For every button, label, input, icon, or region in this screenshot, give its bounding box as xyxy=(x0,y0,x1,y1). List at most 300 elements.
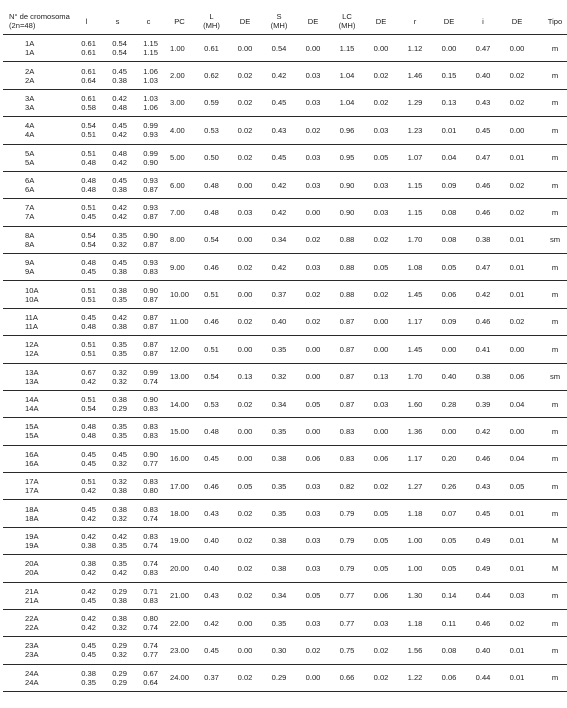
cell-chromosome: 24A xyxy=(25,668,39,678)
pair-de-2: 0.00 xyxy=(305,344,321,354)
pair-i: 0.47 xyxy=(475,262,491,272)
pair-de-1: 0.02 xyxy=(237,591,253,601)
pair-tipo: sm xyxy=(549,235,561,245)
pair-LC: 0.79 xyxy=(339,563,355,573)
pair-pc: 19.00 xyxy=(170,536,190,546)
pair-de-5: 0.02 xyxy=(509,317,525,327)
pair-i: 0.45 xyxy=(475,509,491,519)
cell-chromosome: 11A xyxy=(25,312,38,322)
cell-c: 0.77 xyxy=(143,650,158,660)
pair-r: 1.08 xyxy=(407,262,423,272)
cell-c: 0.80 xyxy=(143,486,158,496)
pair-de-4: 0.05 xyxy=(441,536,457,546)
cell-chromosome: 14A xyxy=(25,395,39,405)
pair-L: 0.40 xyxy=(204,563,219,573)
cell-chromosome: 23A xyxy=(25,641,39,651)
pair-L: 0.46 xyxy=(204,262,219,272)
pair-de-1: 0.00 xyxy=(237,426,253,436)
pair-de-2: 0.03 xyxy=(305,509,321,519)
pair-r: 1.30 xyxy=(407,591,423,601)
table-row xyxy=(3,226,567,240)
header-de-4: DE xyxy=(432,8,466,35)
pair-L: 0.53 xyxy=(204,125,219,135)
cell-s: 0.38 xyxy=(112,267,127,277)
pair-de-2: 0.03 xyxy=(305,180,321,190)
pair-S: 0.35 xyxy=(271,618,287,628)
pair-LC: 0.79 xyxy=(339,509,355,519)
cell-s: 0.42 xyxy=(112,568,127,578)
pair-de-4: 0.05 xyxy=(441,262,457,272)
pair-de-5: 0.01 xyxy=(509,509,525,519)
pair-S: 0.29 xyxy=(271,673,287,683)
pair-de-3: 0.02 xyxy=(373,290,389,300)
cell-c: 0.83 xyxy=(143,595,158,605)
pair-tipo: m xyxy=(551,98,559,108)
cell-s: 0.38 xyxy=(112,486,127,496)
pair-de-2: 0.02 xyxy=(305,125,321,135)
pair-tipo: m xyxy=(551,454,559,464)
pair-S: 0.43 xyxy=(271,125,287,135)
pair-i: 0.46 xyxy=(475,180,491,190)
pair-de-3: 0.02 xyxy=(373,481,389,491)
cell-l: 0.51 xyxy=(81,294,96,304)
cell-s: 0.38 xyxy=(112,185,127,195)
pair-pc: 22.00 xyxy=(170,618,190,628)
pair-de-4: 0.08 xyxy=(441,207,457,217)
pair-pc: 18.00 xyxy=(170,509,190,519)
pair-L: 0.43 xyxy=(204,591,219,601)
pair-de-2: 0.03 xyxy=(305,262,321,272)
cell-l: 0.45 xyxy=(81,595,96,605)
pair-de-4: 0.01 xyxy=(441,125,457,135)
pair-i: 0.42 xyxy=(475,290,491,300)
pair-r: 1.22 xyxy=(407,673,423,683)
pair-pc: 11.00 xyxy=(170,317,189,327)
pair-S: 0.38 xyxy=(271,563,287,573)
pair-r: 1.15 xyxy=(407,180,423,190)
pair-tipo: m xyxy=(551,71,559,81)
cell-l: 0.38 xyxy=(81,668,96,678)
pair-de-4: 0.15 xyxy=(441,71,457,81)
pair-LC: 0.88 xyxy=(339,290,355,300)
table-row xyxy=(3,363,567,377)
cell-c: 0.74 xyxy=(143,641,158,651)
pair-tipo: m xyxy=(551,426,559,436)
pair-r: 1.00 xyxy=(407,563,423,573)
header-S-mh-line1: S xyxy=(276,12,282,21)
cell-c: 0.87 xyxy=(143,340,158,350)
cell-l: 0.45 xyxy=(81,312,96,322)
pair-L: 0.48 xyxy=(204,426,219,436)
cell-s: 0.32 xyxy=(112,513,127,523)
pair-tipo: m xyxy=(551,317,559,327)
cell-chromosome: 4A xyxy=(25,130,35,140)
cell-chromosome: 16A xyxy=(25,449,39,459)
header-LC-mh xyxy=(330,8,364,35)
cell-l: 0.61 xyxy=(81,66,96,76)
cell-l: 0.48 xyxy=(81,422,96,432)
pair-pc: 5.00 xyxy=(170,153,185,163)
cell-l: 0.51 xyxy=(81,349,96,359)
pair-de-1: 0.00 xyxy=(237,180,253,190)
cell-c: 0.93 xyxy=(143,130,158,140)
header-S-mh xyxy=(262,8,296,35)
pair-pc: 6.00 xyxy=(170,180,185,190)
cell-l: 0.42 xyxy=(81,614,96,624)
pair-pc: 21.00 xyxy=(170,591,190,601)
pair-i: 0.42 xyxy=(475,426,491,436)
table-row xyxy=(3,473,567,487)
cell-s: 0.29 xyxy=(112,641,127,651)
cell-chromosome: 10A xyxy=(25,285,39,295)
pair-tipo: M xyxy=(551,536,559,546)
pair-de-2: 0.03 xyxy=(305,536,321,546)
pair-pc: 1.00 xyxy=(170,43,185,53)
pair-de-4: 0.08 xyxy=(441,645,457,655)
pair-de-5: 0.01 xyxy=(509,673,525,683)
pair-S: 0.34 xyxy=(271,235,287,245)
cell-c: 0.87 xyxy=(143,349,158,359)
pair-i: 0.38 xyxy=(475,235,491,245)
pair-de-3: 0.02 xyxy=(373,71,389,81)
pair-L: 0.53 xyxy=(204,399,219,409)
pair-de-3: 0.13 xyxy=(373,372,389,382)
cell-l: 0.64 xyxy=(81,75,96,85)
header-chromosome-line1: N° de cromosoma xyxy=(9,12,70,21)
cell-chromosome: 5A xyxy=(25,157,35,167)
pair-de-1: 0.02 xyxy=(237,262,253,272)
pair-L: 0.43 xyxy=(204,509,219,519)
header-L-mh xyxy=(195,8,228,35)
cell-chromosome: 1A xyxy=(25,48,35,58)
pair-L: 0.46 xyxy=(204,317,219,327)
cell-c: 0.67 xyxy=(143,668,158,678)
cell-chromosome: 9A xyxy=(25,258,35,268)
pair-de-2: 0.03 xyxy=(305,98,321,108)
table-row xyxy=(3,117,567,131)
table-row xyxy=(3,609,567,623)
cell-l: 0.61 xyxy=(81,39,96,49)
cell-c: 0.99 xyxy=(143,121,158,131)
cell-l: 0.45 xyxy=(81,650,96,660)
pair-de-4: 0.07 xyxy=(441,509,457,519)
pair-de-1: 0.02 xyxy=(237,509,253,519)
table-row xyxy=(3,527,567,541)
cell-c: 0.87 xyxy=(143,294,158,304)
cell-s: 0.54 xyxy=(112,39,127,49)
pair-pc: 14.00 xyxy=(170,399,190,409)
pair-L: 0.51 xyxy=(204,344,219,354)
cell-s: 0.32 xyxy=(112,477,127,487)
pair-LC: 1.15 xyxy=(339,43,355,53)
cell-s: 0.38 xyxy=(112,75,127,85)
table-row xyxy=(3,336,567,350)
pair-de-2: 0.00 xyxy=(305,372,321,382)
cell-chromosome: 21A xyxy=(25,586,39,596)
pair-r: 1.56 xyxy=(407,645,423,655)
pair-S: 0.34 xyxy=(271,591,287,601)
pair-pc: 2.00 xyxy=(170,71,185,81)
pair-de-3: 0.03 xyxy=(373,125,389,135)
pair-pc: 20.00 xyxy=(170,563,190,573)
pair-S: 0.42 xyxy=(271,262,287,272)
pair-de-3: 0.05 xyxy=(373,563,389,573)
cell-c: 0.83 xyxy=(143,531,158,541)
cell-s: 0.42 xyxy=(112,157,127,167)
pair-de-4: 0.20 xyxy=(441,454,457,464)
pair-de-3: 0.02 xyxy=(373,673,389,683)
pair-S: 0.38 xyxy=(271,536,287,546)
cell-l: 0.45 xyxy=(81,641,96,651)
cell-s: 0.45 xyxy=(112,176,127,186)
cell-chromosome: 5A xyxy=(25,148,35,158)
cell-c: 0.64 xyxy=(143,677,158,687)
cell-s: 0.45 xyxy=(112,449,127,459)
pair-i: 0.43 xyxy=(475,98,491,108)
pair-de-4: 0.04 xyxy=(441,153,457,163)
table-body xyxy=(3,35,567,692)
pair-r: 1.12 xyxy=(407,43,423,53)
cell-l: 0.51 xyxy=(81,285,96,295)
cell-s: 0.38 xyxy=(112,595,127,605)
pair-LC: 0.88 xyxy=(339,235,355,245)
cell-l: 0.51 xyxy=(81,477,96,487)
cell-c: 0.90 xyxy=(143,157,158,167)
cell-s: 0.38 xyxy=(112,614,127,624)
cell-chromosome: 6A xyxy=(25,176,35,186)
cell-chromosome: 19A xyxy=(25,540,39,550)
pair-de-1: 0.02 xyxy=(237,153,253,163)
cell-chromosome: 11A xyxy=(25,321,38,331)
cell-chromosome: 12A xyxy=(25,340,39,350)
pair-tipo: sm xyxy=(549,372,561,382)
pair-tipo: m xyxy=(551,509,559,519)
cell-chromosome: 13A xyxy=(25,376,39,386)
pair-i: 0.38 xyxy=(475,372,491,382)
table-row xyxy=(3,445,567,459)
cell-l: 0.48 xyxy=(81,176,96,186)
pair-tipo: m xyxy=(551,207,559,217)
pair-tipo: m xyxy=(551,645,559,655)
cell-l: 0.48 xyxy=(81,185,96,195)
pair-pc: 10.00 xyxy=(170,290,190,300)
pair-de-1: 0.02 xyxy=(237,317,253,327)
pair-LC: 0.87 xyxy=(339,399,355,409)
cell-l: 0.45 xyxy=(81,449,96,459)
pair-L: 0.51 xyxy=(204,290,219,300)
cell-l: 0.54 xyxy=(81,404,96,414)
pair-L: 0.45 xyxy=(204,454,219,464)
pair-de-2: 0.02 xyxy=(305,235,321,245)
pair-i: 0.46 xyxy=(475,454,491,464)
header-chromosome-line2: (2n=48) xyxy=(9,21,36,30)
pair-de-1: 0.00 xyxy=(237,344,253,354)
pair-de-1: 0.00 xyxy=(237,43,253,53)
cell-c: 0.83 xyxy=(143,431,158,441)
pair-de-2: 0.00 xyxy=(305,673,321,683)
pair-de-5: 0.00 xyxy=(509,344,525,354)
pair-tipo: m xyxy=(551,481,559,491)
cell-chromosome: 14A xyxy=(25,404,39,414)
cell-s: 0.54 xyxy=(112,48,127,58)
pair-i: 0.49 xyxy=(475,563,491,573)
pair-de-4: 0.06 xyxy=(441,673,457,683)
karyotype-table xyxy=(3,8,567,692)
cell-c: 0.74 xyxy=(143,540,158,550)
pair-tipo: m xyxy=(551,153,559,163)
pair-de-3: 0.02 xyxy=(373,98,389,108)
pair-de-1: 0.02 xyxy=(237,125,253,135)
pair-de-1: 0.00 xyxy=(237,618,253,628)
pair-de-3: 0.03 xyxy=(373,399,389,409)
cell-chromosome: 18A xyxy=(25,504,39,514)
cell-c: 0.93 xyxy=(143,258,158,268)
pair-r: 1.36 xyxy=(407,426,423,436)
pair-de-2: 0.03 xyxy=(305,153,321,163)
pair-de-3: 0.00 xyxy=(373,426,389,436)
pair-de-4: 0.11 xyxy=(441,618,457,628)
pair-L: 0.48 xyxy=(204,180,219,190)
pair-i: 0.47 xyxy=(475,43,491,53)
pair-de-4: 0.09 xyxy=(441,317,457,327)
header-L-mh-line2: (MH) xyxy=(203,21,220,30)
cell-chromosome: 3A xyxy=(25,102,35,112)
pair-LC: 0.87 xyxy=(339,317,355,327)
cell-c: 0.93 xyxy=(143,176,158,186)
pair-L: 0.37 xyxy=(204,673,219,683)
pair-r: 1.27 xyxy=(407,481,423,491)
pair-L: 0.50 xyxy=(204,153,219,163)
pair-de-5: 0.02 xyxy=(509,180,525,190)
pair-L: 0.59 xyxy=(204,98,219,108)
pair-de-4: 0.28 xyxy=(441,399,457,409)
pair-i: 0.44 xyxy=(475,591,491,601)
pair-de-5: 0.00 xyxy=(509,43,525,53)
cell-c: 0.87 xyxy=(143,185,158,195)
pair-S: 0.42 xyxy=(271,71,287,81)
pair-r: 1.17 xyxy=(407,454,423,464)
pair-de-5: 0.06 xyxy=(509,372,525,382)
cell-s: 0.29 xyxy=(112,677,127,687)
cell-c: 0.87 xyxy=(143,239,158,249)
pair-de-1: 0.00 xyxy=(237,290,253,300)
cell-l: 0.48 xyxy=(81,157,96,167)
table-row xyxy=(3,35,567,49)
pair-i: 0.47 xyxy=(475,153,491,163)
cell-l: 0.42 xyxy=(81,623,96,633)
pair-de-2: 0.05 xyxy=(305,399,321,409)
cell-l: 0.51 xyxy=(81,148,96,158)
pair-L: 0.54 xyxy=(204,235,219,245)
pair-de-5: 0.01 xyxy=(509,645,525,655)
cell-s: 0.35 xyxy=(112,349,127,359)
table-header-row xyxy=(3,8,567,35)
pair-S: 0.35 xyxy=(271,481,287,491)
cell-l: 0.67 xyxy=(81,367,96,377)
pair-r: 1.17 xyxy=(407,317,423,327)
pair-de-2: 0.03 xyxy=(305,618,321,628)
pair-pc: 4.00 xyxy=(170,125,185,135)
pair-LC: 0.90 xyxy=(339,207,355,217)
cell-s: 0.29 xyxy=(112,586,127,596)
cell-l: 0.45 xyxy=(81,504,96,514)
cell-c: 0.87 xyxy=(143,312,158,322)
cell-chromosome: 20A xyxy=(25,568,39,578)
pair-r: 1.70 xyxy=(407,372,423,382)
pair-r: 1.23 xyxy=(407,125,423,135)
cell-chromosome: 2A xyxy=(25,66,35,76)
cell-s: 0.45 xyxy=(112,258,127,268)
pair-tipo: m xyxy=(551,673,559,683)
cell-s: 0.35 xyxy=(112,294,127,304)
cell-c: 0.99 xyxy=(143,367,158,377)
pair-r: 1.70 xyxy=(407,235,423,245)
pair-i: 0.40 xyxy=(475,645,491,655)
pair-de-4: 0.00 xyxy=(441,43,457,53)
pair-i: 0.46 xyxy=(475,618,491,628)
pair-tipo: M xyxy=(551,563,559,573)
cell-l: 0.38 xyxy=(81,559,96,569)
cell-s: 0.42 xyxy=(112,130,127,140)
cell-chromosome: 19A xyxy=(25,531,39,541)
header-L-mh-line1: L xyxy=(209,12,214,21)
pair-de-5: 0.01 xyxy=(509,153,525,163)
cell-s: 0.38 xyxy=(112,285,127,295)
pair-L: 0.46 xyxy=(204,481,219,491)
pair-pc: 3.00 xyxy=(170,98,185,108)
pair-de-5: 0.02 xyxy=(509,207,525,217)
pair-pc: 7.00 xyxy=(170,207,185,217)
table-row xyxy=(3,500,567,514)
cell-chromosome: 12A xyxy=(25,349,39,359)
cell-l: 0.48 xyxy=(81,431,96,441)
pair-tipo: m xyxy=(551,618,559,628)
pair-de-4: 0.09 xyxy=(441,180,457,190)
cell-c: 1.06 xyxy=(143,66,158,76)
pair-de-1: 0.13 xyxy=(237,372,253,382)
cell-s: 0.35 xyxy=(112,422,127,432)
header-i: i xyxy=(466,8,500,35)
cell-l: 0.48 xyxy=(81,321,96,331)
pair-S: 0.38 xyxy=(271,454,287,464)
header-l: l xyxy=(71,8,102,35)
pair-de-2: 0.03 xyxy=(305,71,321,81)
pair-tipo: m xyxy=(551,290,559,300)
cell-c: 1.15 xyxy=(143,39,158,49)
cell-chromosome: 8A xyxy=(25,239,35,249)
pair-r: 1.60 xyxy=(407,399,423,409)
pair-de-3: 0.05 xyxy=(373,153,389,163)
cell-c: 1.15 xyxy=(143,48,158,58)
cell-chromosome: 8A xyxy=(25,230,35,240)
header-de-1: DE xyxy=(228,8,262,35)
header-LC-mh-line2: (MH) xyxy=(338,21,356,30)
pair-de-3: 0.03 xyxy=(373,180,389,190)
pair-LC: 0.77 xyxy=(339,618,355,628)
pair-de-2: 0.00 xyxy=(305,426,321,436)
pair-LC: 0.75 xyxy=(339,645,355,655)
pair-LC: 0.79 xyxy=(339,536,355,546)
pair-i: 0.46 xyxy=(475,207,491,217)
pair-i: 0.43 xyxy=(475,481,491,491)
cell-l: 0.35 xyxy=(81,677,96,687)
header-pc: PC xyxy=(164,8,195,35)
pair-de-1: 0.02 xyxy=(237,399,253,409)
cell-l: 0.54 xyxy=(81,230,96,240)
cell-s: 0.38 xyxy=(112,321,127,331)
pair-de-3: 0.02 xyxy=(373,645,389,655)
cell-s: 0.35 xyxy=(112,540,127,550)
